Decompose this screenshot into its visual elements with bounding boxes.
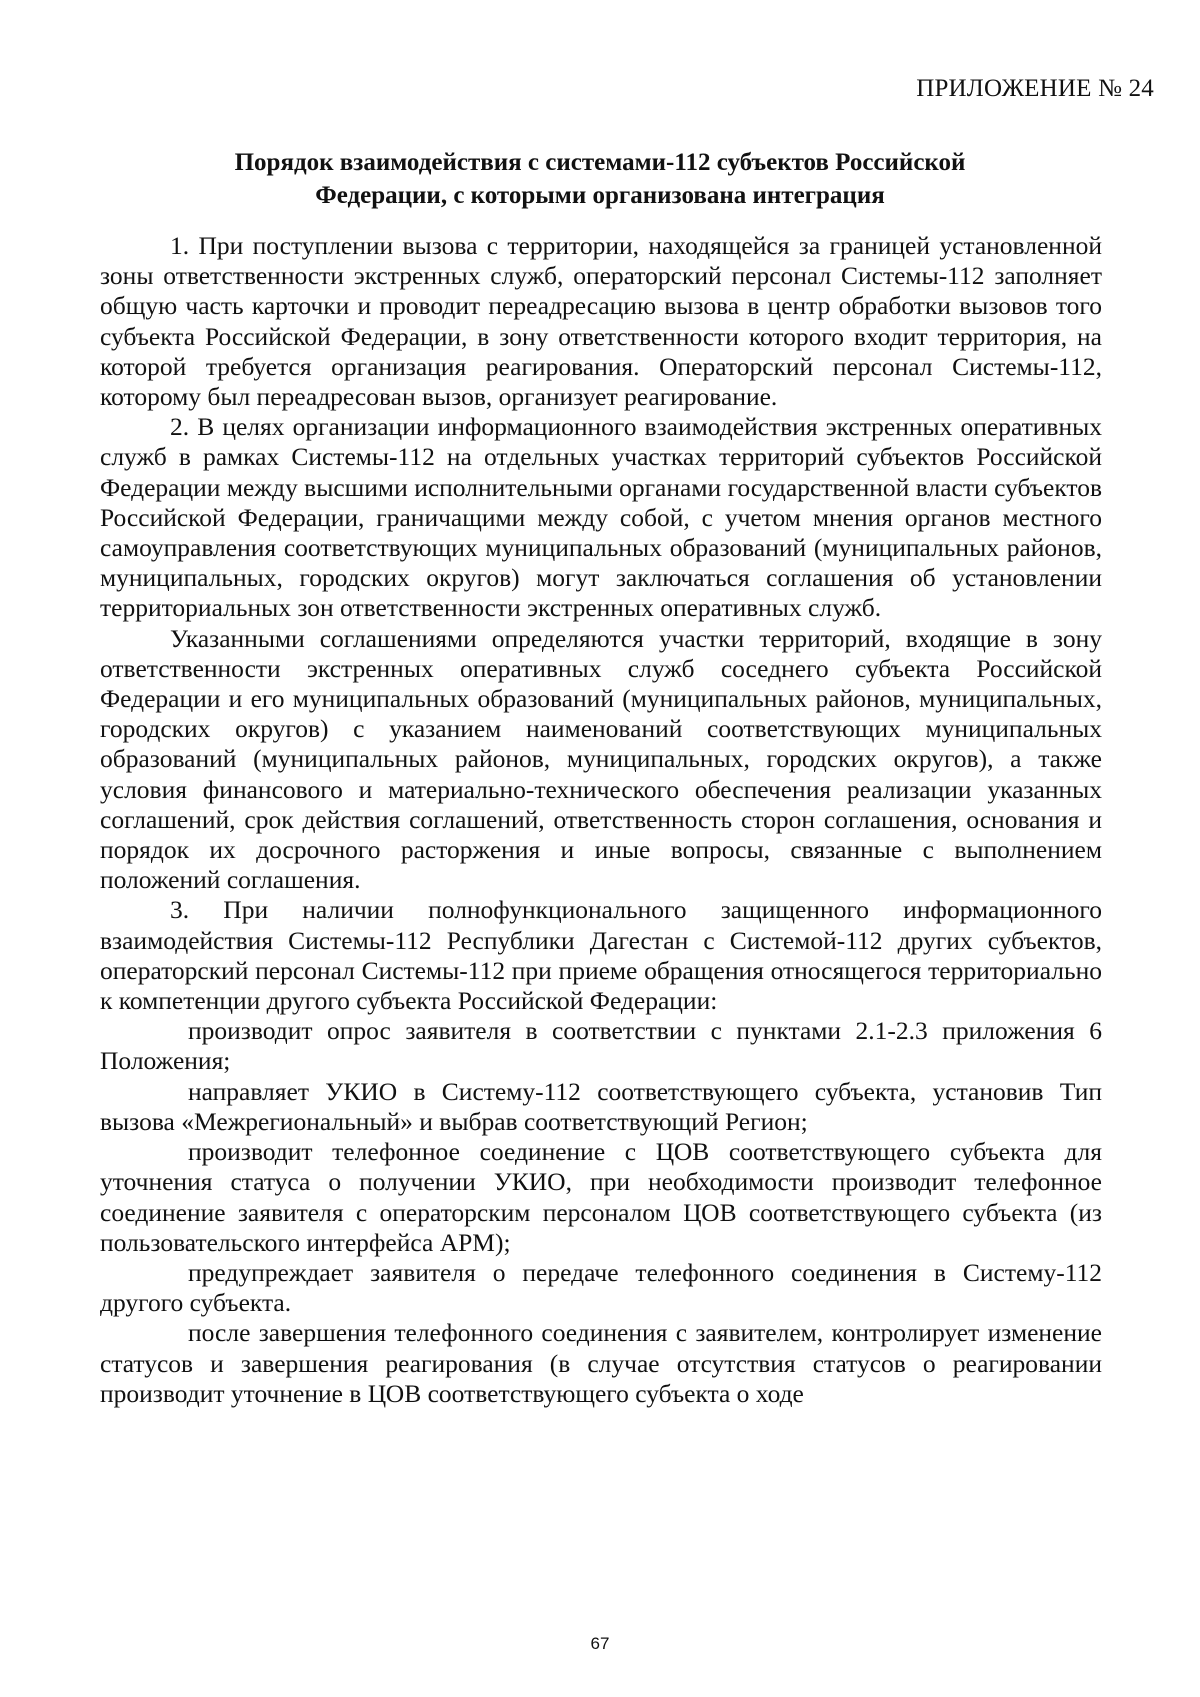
list-item-send-ukio: направляет УКИО в Систему-112 соответствующего субъекта, установив Тип вызова «Межрегиональный» и выбрав соответствующий Регион; [100,1076,1102,1136]
list-item-phone-connection: производит телефонное соединение с ЦОВ соответствующего субъекта для уточнения статуса о получении УКИО, при необходимости производит телефонное соединение заявителя с операторским персоналом ЦОВ соответствующего субъекта (из пользовательского интерфейса АРМ); [100,1137,1102,1257]
paragraph-agreements: Указанными соглашениями определяются участки территорий, входящие в зону ответственности экстренных оперативных служб соседнего субъекта Российской Федерации и его муниципальных образований (муниципальных районов, муниципальных, городских округов) с указанием наименований соответствующих муниципальных образований (муниципальных районов, муниципальных, городских округов), а также условия финансового и материально-технического обеспечения реализации указанных соглашений, срок действия соглашений, ответственность сторон соглашения, основания и порядок их досрочного расторжения и иные вопросы, связанные с выполнением положений соглашения. [100,623,1102,895]
list-item-survey: производит опрос заявителя в соответствии с пунктами 2.1-2.3 приложения 6 Положения; [100,1016,1102,1076]
title-line-2: Федерации, с которыми организована интеграция [315,182,885,209]
document-body [100,231,1102,1409]
paragraph-3: 3. При наличии полнофункционального защищенного информационного взаимодействия Системы-112 Республики Дагестан с Системой-112 других субъектов, операторский персонал Системы-112 при приеме обращения относящегося территориально к компетенции другого субъекта Российской Федерации: [100,895,1102,1016]
list-item-monitor-status: после завершения телефонного соединения с заявителем, контролирует изменение статусов и завершения реагирования (в случае отсутствия статусов о реагировании производит уточнение в ЦОВ соответствующего субъекта о ходе [100,1318,1102,1408]
document-title [100,146,1100,212]
paragraph-2: 2. В целях организации информационного взаимодействия экстренных оперативных служб в рамках Системы-112 на отдельных участках территорий субъектов Российской Федерации между высшими исполнительными органами государственной власти субъектов Российской Федерации, граничащими между собой, с учетом мнения органов местного самоуправления соответствующих муниципальных образований (муниципальных районов, муниципальных, городских округов) могут заключаться соглашения об установлении территориальных зон ответственности экстренных оперативных служб. [100,412,1102,623]
title-line-1: Порядок взаимодействия с системами-112 субъектов Российской [234,149,966,176]
page-number: 67 [590,1634,610,1653]
paragraph-1: 1. При поступлении вызова с территории, находящейся за границей установленной зоны ответственности экстренных служб, операторский персонал Системы-112 заполняет общую часть карточки и проводит переадресацию вызова в центр обработки вызовов того субъекта Российской Федерации, в зону ответственности которого входит территория, на которой требуется организация реагирования. Операторский персонал Системы-112, которому был переадресован вызов, организует реагирование. [100,231,1102,412]
appendix-label: ПРИЛОЖЕНИЕ № 24 [916,75,1154,102]
list-item-warn-caller: предупреждает заявителя о передаче телефонного соединения в Систему-112 другого субъекта. [100,1257,1102,1318]
